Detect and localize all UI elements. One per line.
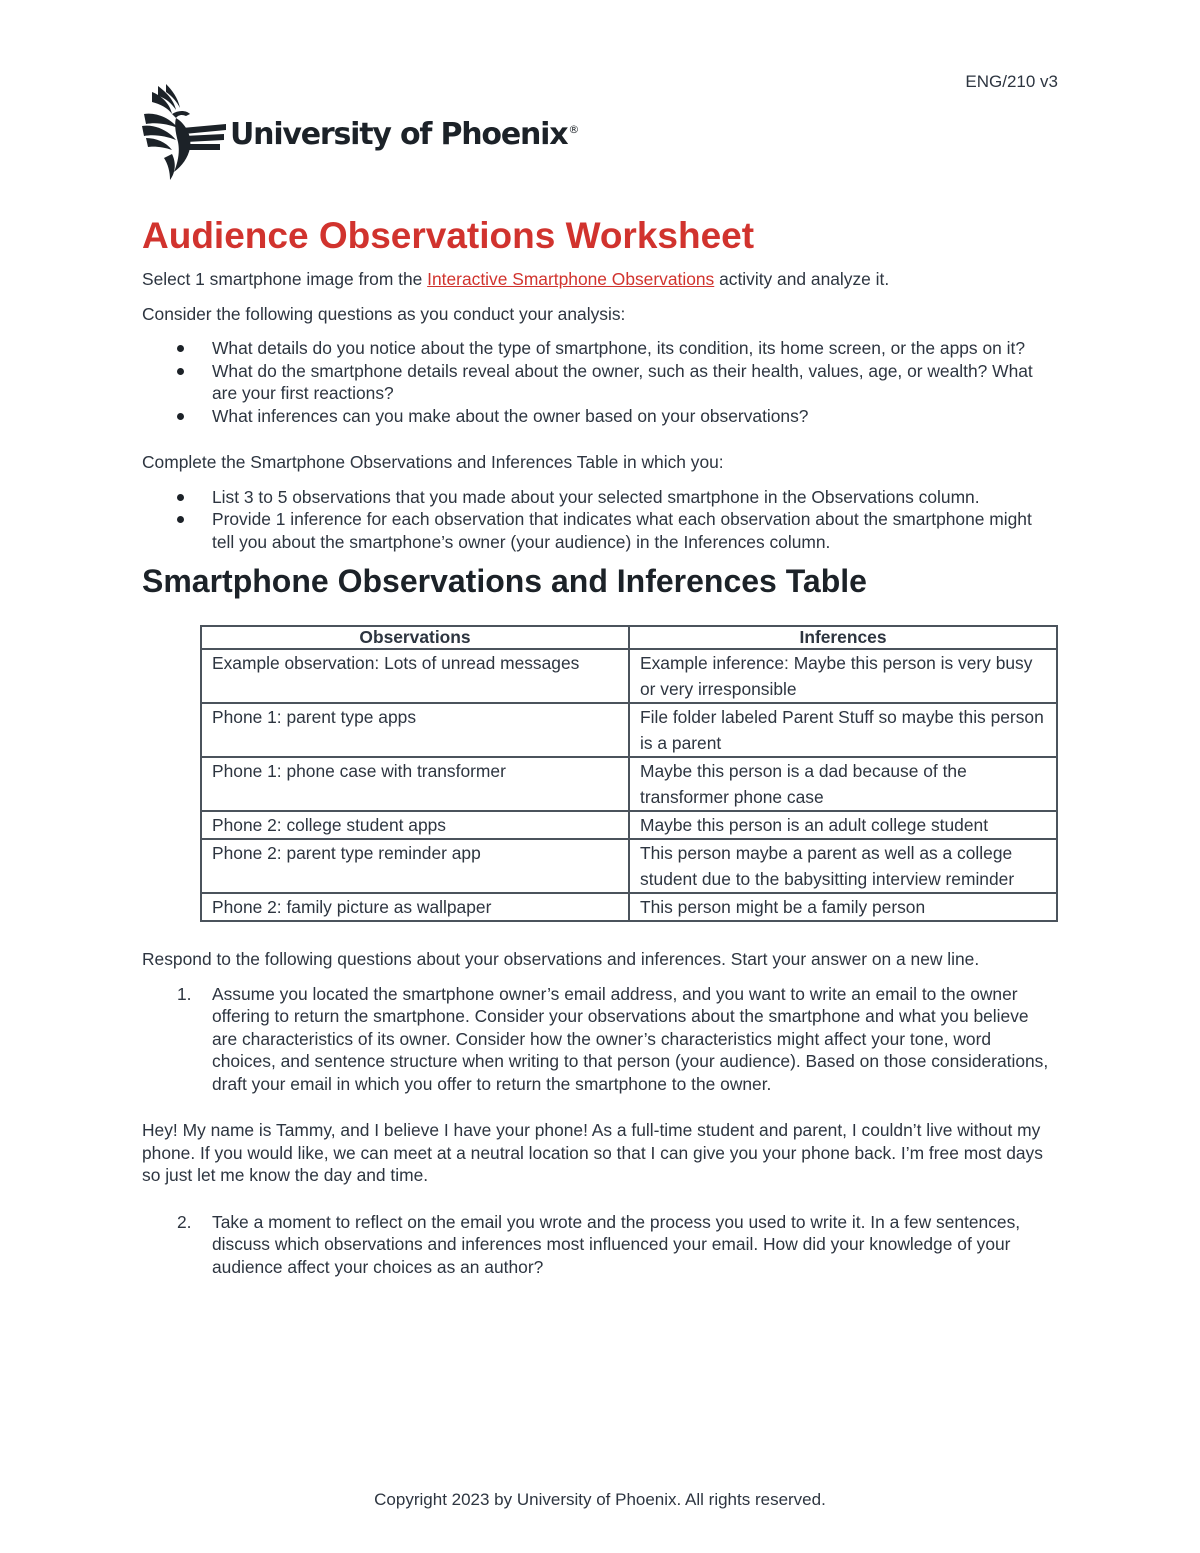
inference-cell: Example inference: Maybe this person is very busy or very irresponsible [629,649,1057,703]
table-row [201,811,1057,839]
answer-1: Hey! My name is Tammy, and I believe I have your phone! As a full-time student and parent, I couldn’t live without my phone. If you would like, we can meet at a neutral location so that I can give you your phone back. I’m free most days so just let me know the day and time. [142,1120,1043,1185]
table-row [201,893,1057,921]
interactive-smartphone-observations-link[interactable]: Interactive Smartphone Observations [427,269,715,289]
questions-list [142,983,1058,1096]
bullet-icon [177,516,184,523]
list-item: List 3 to 5 observations that you made about your selected smartphone in the Observations column. [142,486,1058,509]
consider-paragraph: Consider the following questions as you conduct your analysis: [142,303,626,324]
worksheet-content [142,214,1058,1278]
question-1: 1. Assume you located the smartphone owner’s email address, and you want to write an email to the owner offering to return the smartphone. Consider your observations about the smartphone and what you believe are characteristics of its owner. Consider how the owner’s characteristics might affect your tone, word choices, and sentence structure when writing to that person (your audience). Based on those considerations, draft your email in which you offer to return the smartphone to the owner. [177,983,1049,1094]
intro-paragraph: Select 1 smartphone image from the Interactive Smartphone Observations activity and analyze it. [142,269,890,289]
table-row [201,839,1057,893]
complete-list [142,486,1058,554]
bullet-icon [177,413,184,420]
question-2: 2. Take a moment to reflect on the email you wrote and the process you used to write it. In a few sentences, discuss which observations and inferences most influenced your email. How did your knowledge of your audience affect your choices as an author? [177,1211,1021,1277]
observation-cell: Phone 1: parent type apps [201,703,629,757]
inference-cell: File folder labeled Parent Stuff so maybe this person is a parent [629,703,1057,757]
respond-paragraph: Respond to the following questions about your observations and inferences. Start your answer on a new line. [142,949,980,969]
observations-header: Observations [201,626,629,649]
list-item: What do the smartphone details reveal about the owner, such as their health, values, age, or wealth? What are your first reactions? [142,360,1058,405]
complete-paragraph: Complete the Smartphone Observations and Inferences Table in which you: [142,452,724,472]
list-item: Provide 1 inference for each observation that indicates what each observation about the smartphone might tell you about the smartphone’s owner (your audience) in the Inferences column. [142,508,1058,553]
questions-list [142,1211,1058,1279]
observations-table [200,625,1058,922]
inferences-header: Inferences [629,626,1057,649]
question-number: 2. [177,1211,192,1232]
table-row [201,703,1057,757]
bullet-icon [177,368,184,375]
observation-cell: Phone 2: college student apps [201,811,629,839]
observation-cell: Phone 2: parent type reminder app [201,839,629,893]
course-code: ENG/210 v3 [965,72,1058,91]
inference-cell: This person might be a family person [629,893,1057,921]
question-number: 1. [177,983,192,1004]
list-item: What details do you notice about the type of smartphone, its condition, its home screen, or the apps on it? [142,337,1058,360]
observation-cell: Example observation: Lots of unread messages [201,649,629,703]
page-title: Audience Observations Worksheet [142,215,755,256]
phoenix-bird-icon [142,84,226,180]
university-logo [142,84,578,180]
observation-cell: Phone 1: phone case with transformer [201,757,629,811]
logo-wordmark: University of Phoenix® [230,116,579,152]
copyright-footer: Copyright 2023 by University of Phoenix. All rights reserved. [374,1490,826,1509]
table-title: Smartphone Observations and Inferences Table [142,563,867,599]
inference-cell: Maybe this person is an adult college student [629,811,1057,839]
table-row [201,649,1057,703]
consider-list [142,337,1058,427]
table-header-row [201,626,1057,649]
list-item: What inferences can you make about the owner based on your observations? [142,405,1058,428]
bullet-icon [177,494,184,501]
inference-cell: This person maybe a parent as well as a college student due to the babysitting interview reminder [629,839,1057,893]
bullet-icon [177,345,184,352]
table-row [201,757,1057,811]
inference-cell: Maybe this person is a dad because of the transformer phone case [629,757,1057,811]
observation-cell: Phone 2: family picture as wallpaper [201,893,629,921]
